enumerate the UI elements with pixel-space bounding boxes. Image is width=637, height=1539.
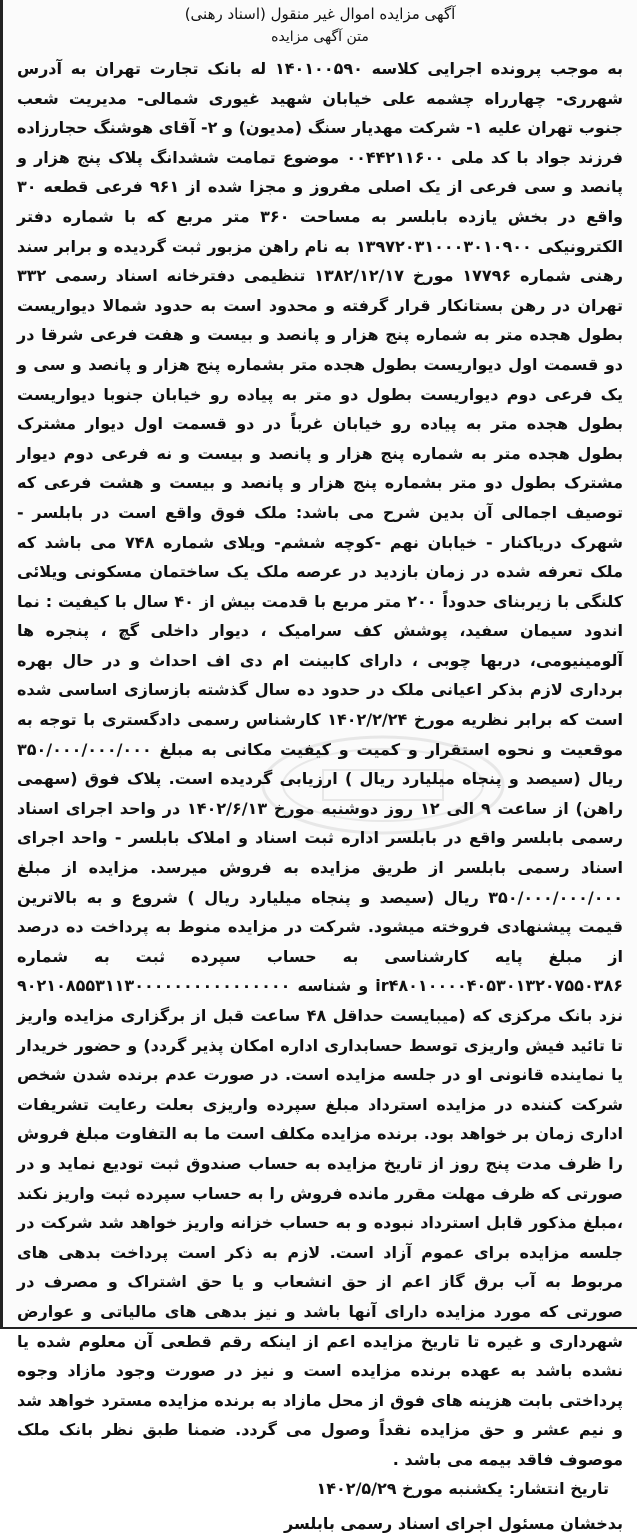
publish-date-value: یکشنبه مورخ ۱۴۰۲/۵/۲۹	[316, 1478, 503, 1498]
notice-content	[17, 4, 623, 1539]
signature-line: بدخشان مسئول اجرای اسناد رسمی بابلسر	[284, 1513, 623, 1533]
notice-title: آگهی مزایده اموال غیر منقول (اسناد رهنی)	[184, 5, 456, 23]
notice-body: به موجب پرونده اجرایی کلاسه ۱۴۰۱۰۰۵۹۰ له بانک تجارت تهران به آدرس شهرری- چهارراه چشمه علی خیابان شهید غیوری شمالی- مدیریت شعب جنوب تهران علیه ۱- شرکت مهدیار سنگ (مدیون) و ۲- آقای هوشنگ حجارزاده فرزند جواد با کد ملی ۰۰۴۴۲۱۱۶۰۰ موضوع تمامت ششدانگ پلاک پنج هزار و پانصد و سی فرعی از یک اصلی مفروز و مجزا شده از ۹۶۱ فرعی قطعه ۳۰ واقع در بخش یازده بابلسر به مساحت ۳۶۰ متر مربع که با شماره دفتر الکترونیکی ۱۳۹۷۲۰۳۱۰۰۰۳۰۱۰۹۰۰ به نام راهن مزبور ثبت گردیده و برابر سند رهنی شماره ۱۷۷۹۶ مورخ ۱۳۸۲/۱۲/۱۷ تنظیمی دفترخانه اسناد رسمی ۳۳۲ تهران در رهن بستانکار قرار گرفته و محدود است به حدود شمالا دیواریست بطول هجده متر به شماره پنج هزار و پانصد و بیست و هفت فرعی شرقا در دو قسمت اول دیواریست بطول هجده متر بشماره پنج هزار و پانصد و سی و یک فرعی دوم دیواریست بطول دو متر به پیاده رو خیابان جنوبا دیواریست بطول هجده متر به پیاده رو خیابان غرباً در دو قسمت اول دیوار مشترک بطول هجده متر به شماره پنج هزار و پانصد و بیست و نه فرعی دوم دیوار مشترک بطول دو متر بشماره پنج هزار و پانصد و بیست و هشت فرعی که توصیف اجمالی آن بدین شرح می باشد: ملک فوق واقع است در بابلسر - شهرک دریاکنار - خیابان نهم -کوچه ششم- ویلای شماره ۷۴۸ می باشد که ملک تعرفه شده در زمان بازدید در عرصه ملک یک ساختمان مسکونی ویلائی کلنگی با زیربنای حدوداً ۲۰۰ متر مربع با قدمت بیش از ۴۰ سال با کیفیت : نما اندود سیمان سفید، پوشش کف سرامیک ، دیوار داخلی گچ ، پنجره ها آلومینیومی، دربها چوبی ، دارای کابینت ام دی اف احداث و در حال بهره برداری لازم بذکر اعیانی ملک در حدود ده سال گذشته بازسازی اساسی شده است که برابر نظریه مورخ ۱۴۰۲/۲/۲۴ کارشناس رسمی دادگستری با توجه به موقعیت و نحوه استقرار و کمیت و کیفیت مکانی به مبلغ ۳۵۰/۰۰۰/۰۰۰/۰۰۰ ریال (سیصد و پنجاه میلیارد ریال ) ارزیابی گردیده است. پلاک فوق (سهمی راهن) از ساعت ۹ الی ۱۲ روز دوشنبه مورخ ۱۴۰۲/۶/۱۳ در واحد اجرای اسناد رسمی بابلسر واقع در بابلسر اداره ثبت اسناد و املاک بابلسر - واحد اجرای اسناد رسمی بابلسر از طریق مزایده به فروش میرسد. مزایده از مبلغ ۳۵۰/۰۰۰/۰۰۰/۰۰۰ ریال (سیصد و پنجاه میلیارد ریال ) شروع و به بالاترین قیمت پیشنهادی فروخته میشود. شرکت در مزایده منوط به پرداخت ده درصد از مبلغ پایه کارشناسی به حساب سپرده ثبت به شماره ir۴۸۰۱۰۰۰۰۴۰۵۳۰۱۳۲۰۷۵۵۰۳۸۶ و شناسه ۹۰۲۱۰۸۵۵۳۱۱۳۰۰۰۰۰۰۰۰۰۰۰۰۰۰۰۰ نزد بانک مرکزی که (میبایست حداقل ۴۸ ساعت قبل از برگزاری مزایده واریز تا تائید فیش واریزی توسط حسابداری اداره امکان پذیر گردد) و حضور خریدار یا نماینده قانونی او در جلسه مزایده است. در صورت عدم برنده شدن شخص شرکت کننده در مزایده استرداد مبلغ سپرده واریزی بعلت رعایت تشریفات اداری زمان بر خواهد بود. برنده مزایده مکلف است ما به التفاوت مبلغ فروش را ظرف مدت پنج روز از تاریخ مزایده به حساب صندوق ثبت تودیع نماید و در صورتی که ظرف مهلت مقرر مانده فروش را به حساب سپرده ثبت واریز نکند ،مبلغ مذکور قابل استرداد نبوده و به حساب خزانه واریز خواهد شد شرکت در جلسه مزایده برای عموم آزاد است. لازم به ذکر است پرداخت بدهی های مربوط به آب برق گاز اعم از حق انشعاب و یا حق اشتراک و مصرف در صورتی که مورد مزایده دارای آنها باشد و نیز بدهی های مالیاتی و عوارض شهرداری و غیره تا تاریخ مزایده اعم از اینکه رقم قطعی آن معلوم شده یا نشده باشد به عهده برنده مزایده است و نیز در صورت وجود مازاد وجوه پرداختی بابت هزینه های فوق از محل مازاد به برنده مزایده مسترد خواهد شد و نیم عشر و حق مزایده نقداً وصول می گردد. ضمنا طبق نظر بانک ملک موصوف فاقد بیمه می باشد .	[17, 59, 624, 1469]
notice-subtitle: متن آگهی مزایده	[271, 29, 369, 45]
publish-date-line	[17, 1475, 623, 1503]
publish-date-label: تاریخ انتشار:	[508, 1478, 609, 1498]
